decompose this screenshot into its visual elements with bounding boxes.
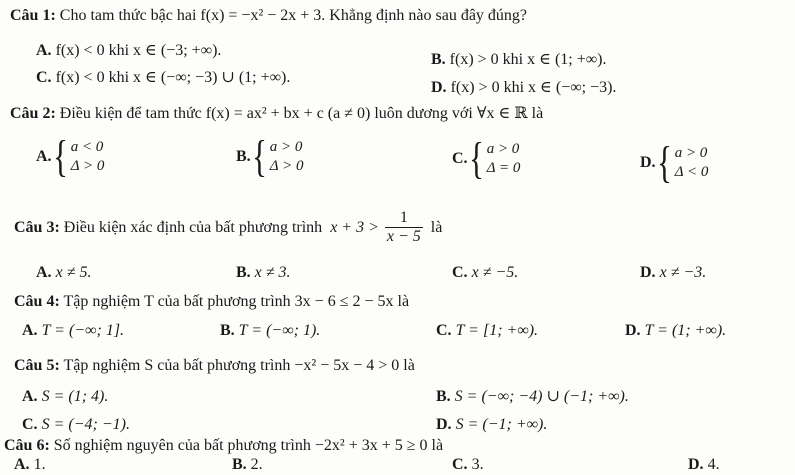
q2-option-d-label: D. (640, 154, 656, 171)
question-1-title: Câu 1: (10, 7, 56, 24)
brace-icon: { (656, 138, 672, 187)
q1-option-c-text: f(x) < 0 khi x ∈ (−∞; −3) ∪ (1; +∞). (55, 69, 291, 86)
q2-option-d[interactable] (640, 138, 709, 187)
q3-option-d[interactable] (640, 263, 706, 283)
question-6-text: Số nghiệm nguyên của bất phương trình −2x² + 3x + 5 ≥ 0 là (53, 437, 444, 454)
q4-option-b-label: B. (220, 322, 235, 339)
q2-option-a[interactable] (36, 132, 105, 181)
q6-option-c[interactable] (452, 455, 484, 475)
question-1-stem (10, 6, 527, 26)
q1-option-a[interactable] (36, 41, 221, 61)
q1-option-b[interactable] (431, 50, 607, 70)
q6-option-d-label: D. (688, 456, 704, 473)
q5-option-b-text: S = (−∞; −4) ∪ (−1; +∞). (454, 388, 629, 405)
q6-option-d-text: 4. (707, 456, 720, 473)
q1-option-d-text: f(x) > 0 khi x ∈ (−∞; −3). (450, 79, 617, 96)
q5-option-b-label: B. (436, 388, 451, 405)
q2-option-b-line1: a > 0 (269, 139, 303, 155)
q1-option-a-text: f(x) < 0 khi x ∈ (−3; +∞). (55, 42, 222, 59)
question-6-title: Câu 6: (4, 437, 50, 454)
q6-option-c-label: C. (452, 456, 468, 473)
q4-option-a-text: T = (−∞; 1]. (41, 322, 125, 339)
q3-option-b-text: x ≠ 3. (254, 264, 291, 281)
question-5-title: Câu 5: (14, 357, 60, 374)
q4-option-c-text: T = [1; +∞). (455, 322, 539, 339)
question-3-lhs: x + 3 > (330, 218, 379, 236)
q2-option-d-line2: Δ < 0 (674, 164, 709, 180)
q6-option-a-label: A. (14, 456, 30, 473)
q6-option-a[interactable] (14, 455, 46, 475)
q5-option-a[interactable] (22, 387, 108, 407)
q3-option-c-text: x ≠ −5. (471, 264, 519, 281)
question-3-tail: là (430, 218, 443, 236)
fraction-numerator: 1 (399, 209, 408, 226)
q5-option-c[interactable] (22, 415, 130, 435)
q6-option-c-text: 3. (471, 456, 484, 473)
q4-option-d-label: D. (625, 322, 641, 339)
q3-option-a[interactable] (36, 263, 91, 283)
q6-option-b-text: 2. (250, 456, 263, 473)
question-2-title: Câu 2: (10, 105, 56, 122)
q2-option-b-line2: Δ > 0 (269, 158, 304, 174)
question-6-stem (4, 436, 443, 456)
q2-option-a-label: A. (36, 148, 52, 165)
q6-option-b[interactable] (232, 455, 263, 475)
q1-option-d-label: D. (431, 79, 447, 96)
q5-option-a-label: A. (22, 388, 38, 405)
q5-option-c-text: S = (−4; −1). (41, 416, 130, 433)
question-4-stem (14, 292, 409, 312)
q3-option-c[interactable] (452, 263, 518, 283)
q4-option-d[interactable] (625, 321, 726, 341)
q4-option-a-label: A. (22, 322, 38, 339)
brace-icon: { (52, 132, 68, 181)
q4-option-c[interactable] (436, 321, 538, 341)
q3-option-a-text: x ≠ 5. (55, 264, 92, 281)
question-3-stem (14, 209, 442, 246)
question-2-text: Điều kiện để tam thức f(x) = ax² + bx + c (a ≠ 0) luôn dương với ∀x ∈ ℝ là (59, 105, 544, 122)
q4-option-d-text: T = (1; +∞). (644, 322, 727, 339)
q3-option-d-text: x ≠ −3. (659, 264, 707, 281)
q1-option-b-text: f(x) > 0 khi x ∈ (1; +∞). (449, 51, 607, 68)
q1-option-c[interactable] (36, 68, 290, 88)
question-3-fraction (385, 209, 423, 246)
q1-option-a-label: A. (36, 42, 52, 59)
q1-option-b-label: B. (431, 51, 446, 68)
q4-option-b-text: T = (−∞; 1). (238, 322, 321, 339)
q5-option-c-label: C. (22, 416, 38, 433)
question-4-title: Câu 4: (14, 293, 60, 310)
q2-option-d-line1: a > 0 (674, 145, 708, 161)
question-5-text: Tập nghiệm S của bất phương trình −x² − 5x − 4 > 0 là (63, 357, 415, 374)
q4-option-c-label: C. (436, 322, 452, 339)
question-3-title: Câu 3: (14, 218, 60, 236)
q5-option-d-label: D. (436, 416, 452, 433)
q6-option-b-label: B. (232, 456, 247, 473)
q4-option-a[interactable] (22, 321, 124, 341)
q6-option-d[interactable] (688, 455, 720, 475)
q3-option-d-label: D. (640, 264, 656, 281)
q2-option-a-line1: a < 0 (70, 139, 104, 155)
q5-option-d-text: S = (−1; +∞). (455, 416, 548, 433)
q2-option-c-label: C. (452, 150, 468, 167)
q6-option-a-text: 1. (33, 456, 46, 473)
question-4-text: Tập nghiệm T của bất phương trình 3x − 6 ≤ 2 − 5x là (63, 293, 410, 310)
q4-option-b[interactable] (220, 321, 320, 341)
brace-icon: { (468, 134, 484, 183)
q2-option-c[interactable] (452, 134, 521, 183)
q3-option-b-label: B. (236, 264, 251, 281)
q1-option-d[interactable] (431, 78, 616, 98)
q1-option-c-label: C. (36, 69, 52, 86)
question-3-text: Điều kiện xác định của bất phương trình (63, 218, 323, 236)
fraction-denominator: x − 5 (386, 228, 421, 245)
q2-option-c-line1: a > 0 (486, 141, 520, 157)
q3-option-b[interactable] (236, 263, 291, 283)
q2-option-a-line2: Δ > 0 (70, 158, 105, 174)
q3-option-c-label: C. (452, 264, 468, 281)
q5-option-d[interactable] (436, 415, 547, 435)
q2-option-c-line2: Δ = 0 (486, 160, 521, 176)
q2-option-b-label: B. (236, 148, 251, 165)
q3-option-a-label: A. (36, 264, 52, 281)
question-5-stem (14, 356, 415, 376)
brace-icon: { (251, 132, 267, 181)
question-2-stem (10, 104, 543, 124)
q5-option-b[interactable] (436, 387, 629, 407)
question-1-text: Cho tam thức bậc hai f(x) = −x² − 2x + 3. Khẳng định nào sau đây đúng? (59, 7, 528, 24)
q5-option-a-text: S = (1; 4). (41, 388, 109, 405)
q2-option-b[interactable] (236, 132, 304, 181)
